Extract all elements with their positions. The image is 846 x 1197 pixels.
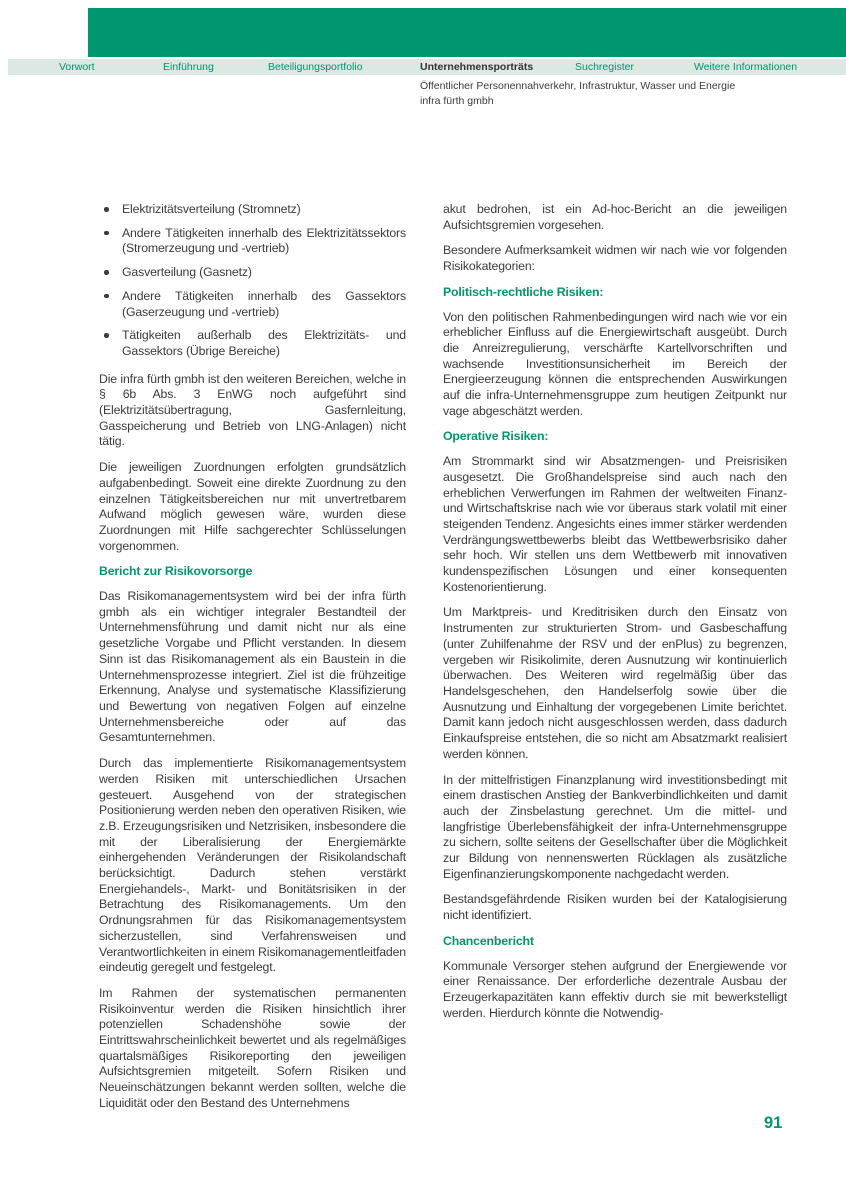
bullet-text: Andere Tätigkeiten innerhalb des Elektrizitätssektors (Stromerzeugung und -vertrieb) (122, 225, 406, 256)
left-column (99, 202, 406, 1122)
list-item (99, 289, 406, 320)
paragraph-enwg: Die infra fürth gmbh ist den weiteren Bereichen, welche in § 6b Abs. 3 EnWG noch aufgeführt sind (Elektrizitätsübertragung, Gasfernleitung, Gasspeicherung und Betrieb von LNG-Anlagen) nicht tätig. (99, 371, 406, 449)
section-heading-chancenbericht: Chancenbericht (443, 933, 534, 948)
nav-item-vorwort[interactable]: Vorwort (59, 61, 95, 73)
bullet-icon (104, 294, 109, 299)
list-item (99, 328, 406, 359)
nav-item-suchregister[interactable]: Suchregister (575, 61, 634, 73)
nav-item-beteiligungsportfolio[interactable]: Beteiligungsportfolio (268, 61, 363, 73)
nav-item-einfuehrung[interactable]: Einführung (163, 61, 214, 73)
bullet-text: Andere Tätigkeiten innerhalb des Gassektors (Gaserzeugung und -vertrieb) (122, 288, 406, 319)
list-item (99, 265, 406, 281)
header-color-bar (88, 8, 846, 57)
paragraph-aufmerksamkeit: Besondere Aufmerksamkeit widmen wir nach wie vor folgenden Risikokategorien: (443, 243, 787, 274)
section-heading-risikovorsorge: Bericht zur Risikovorsorge (99, 564, 253, 579)
paragraph-politisch: Von den politischen Rahmenbedingungen wird nach wie vor ein erheblicher Einfluss auf die Energiewirtschaft ausgeübt. Durch die Anreizregulierung, verschärfte Kartellvorschriften und wachsende Investitionsunsicherheit im Bereich der Energieerzeugung können die entsprechenden Auswirkungen auf die infra-Unternehmensgruppe zum heutigen Zeitpunkt nur vage abgeschätzt werden. (443, 309, 787, 418)
activity-bullet-list (99, 202, 406, 360)
page-number: 91 (764, 1114, 783, 1132)
paragraph-risikomanagement-2: Durch das implementierte Risikomanagementsystem werden Risiken mit unterschiedlichen Ursachen gesteuert. Ausgehend von der strategischen Positionierung werden neben den operativen Risiken, wie z.B. Erzeugungsrisiken und Netzrisiken, insbesondere die mit der Liberalisierung der Energiemärkte einhergehenden Veränderungen der Risikolandschaft berücksichtigt. Dadurch stehen verstärkt Energiehandels-, Markt- und Bonitätsrisiken in der Betrachtung des Risikomanagements. Um den Ordnungsrahmen für das Risikomanagementsystem sicherzustellen, sind Verfahrensweisen und Verantwortlichkeiten in einem Risikomanagementleitfaden eindeutig geregelt und festgelegt. (99, 756, 406, 975)
list-item (99, 202, 406, 218)
bullet-text: Gasverteilung (Gasnetz) (122, 265, 252, 280)
paragraph-risikoinventur: Im Rahmen der systematischen permanenten Risikoinventur werden die Risiken hinsichtlich ihrer potenziellen Schadenshöhe sowie der Eintrittswahrscheinlichkeit bewertet und als regelmäßiges quartalsmäßiges Risikoreporting den jeweiligen Aufsichtsgremien mitgeteilt. Sofern Risiken und Neueinschätzungen bekannt werden sollten, welche die Liquidität oder den Bestand des Unternehmens (99, 985, 406, 1110)
paragraph-zuordnung: Die jeweiligen Zuordnungen erfolgten grundsätzlich aufgabenbedingt. Soweit eine direkte Zuordnung zu den einzelnen Tätigkeitsbereichen nur mit unvertretbarem Aufwand möglich gewesen wäre, wurden diese Zuordnungen mit Hilfe sachgerechter Schlüsselungen vorgenommen. (99, 460, 406, 553)
paragraph-finanzplanung: In der mittelfristigen Finanzplanung wird investitionsbedingt mit einem drastischen Anstieg der Bankverbindlichkeiten und damit auch der Zinsbelastung gerechnet. Um die mittel- und langfristige Überlebensfähigkeit der infra-Unternehmensgruppe zu sichern, sollte seitens der Gesellschafter über die Möglichkeit zur Bildung von nennenswerten Rücklagen als zusätzliche Eigenfinanzierungskomponente nachgedacht werden. (443, 772, 787, 881)
navigation-bar (8, 59, 846, 75)
bullet-icon (104, 207, 109, 212)
paragraph-chancen: Kommunale Versorger stehen aufgrund der Energiewende vor einer Renaissance. Der erforderliche dezentrale Ausbau der Erzeugerkapazitäten kann effektiv durch sie mit bewerkstelligt werden. Hierdurch könnte die Notwendig- (443, 958, 787, 1020)
paragraph-risikomanagement-1: Das Risikomanagementsystem wird bei der infra fürth gmbh als ein wichtiger integraler Bestandteil der Unternehmensführung und damit nicht nur als eine gesetzliche Vorgabe und Pflicht verstanden. In diesem Sinn ist das Risikomanagement als ein Baustein in die Unternehmensprozesse integriert. Ziel ist die frühzeitige Erkennung, Analyse und systematische Klassifizierung und Bewertung von negativen Folgen auf einzelne Unternehmensbereiche oder auf das Gesamtunternehmen. (99, 589, 406, 745)
breadcrumb-section: Öffentlicher Personennahverkehr, Infrastruktur, Wasser und Energie (420, 80, 736, 92)
bullet-text: Elektrizitätsverteilung (Stromnetz) (122, 202, 301, 216)
breadcrumb-company: infra fürth gmbh (420, 95, 494, 107)
bullet-icon (104, 270, 109, 275)
bullet-icon (104, 333, 109, 338)
breadcrumb (420, 79, 735, 109)
nav-item-unternehmensportraets[interactable]: Unternehmensporträts (420, 61, 534, 73)
paragraph-bestandsgefaehrdend: Bestandsgefährdende Risiken wurden bei der Katalogisierung nicht identifiziert. (443, 892, 787, 923)
paragraph-marktpreis: Um Marktpreis- und Kreditrisiken durch den Einsatz von Instrumenten zur strukturierten Strom- und Gasbeschaffung (unter Zuhilfenahme der RSV und der enPlus) zu begrenzen, vergeben wir Risikolimite, deren Ausnutzung wir kontinuierlich überwachen. Des Weiteren wird regelmäßig über das Handelsgeschehen, den Handelserfolg sowie über die Ausnutzung und Einhaltung der vorgegebenen Limite berichtet. Damit kann jedoch nicht ausgeschlossen werden, dass dadurch Einkaufspreise entstehen, die so nicht am Absatzmarkt realisiert werden können. (443, 605, 787, 761)
list-item (99, 226, 406, 257)
bullet-icon (104, 231, 109, 236)
nav-item-weitere-informationen[interactable]: Weitere Informationen (694, 61, 798, 73)
paragraph-adhoc: akut bedrohen, ist ein Ad-hoc-Bericht an die jeweiligen Aufsichtsgremien vorgesehen. (443, 202, 787, 232)
paragraph-strommarkt: Am Strommarkt sind wir Absatzmengen- und Preisrisiken ausgesetzt. Die Großhandelspreise sind auch nach den erheblichen Verwerfungen im Rahmen der weltweiten Finanz- und Wirtschaftskrise nach wie vor überaus stark volatil mit einer steigenden Tendenz. Angesichts eines immer stärker werdenden Verdrängungswettbewerbs bleibt das Wettbewerbsrisiko daher sehr hoch. Wir stellen uns dem Wettbewerb mit innovativen kundenspezifischen Lösungen und einer konsequenten Kostenorientierung. (443, 454, 787, 594)
right-column (443, 202, 787, 1031)
bullet-text: Tätigkeiten außerhalb des Elektrizitäts- und Gassektors (Übrige Bereiche) (122, 328, 406, 358)
section-heading-operative-risiken: Operative Risiken: (443, 429, 549, 444)
section-heading-politisch-rechtliche-risiken: Politisch-rechtliche Risiken: (443, 284, 604, 299)
